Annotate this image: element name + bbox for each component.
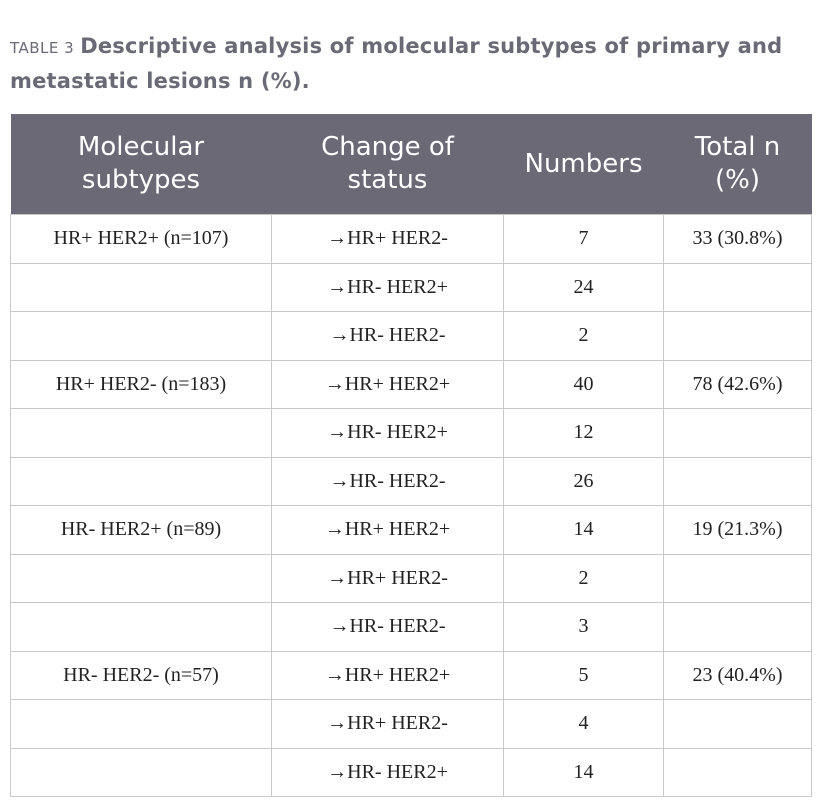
table-row xyxy=(11,700,812,749)
subtype-cell: HR- HER2- (n=57) xyxy=(11,651,272,700)
table-header xyxy=(11,114,812,215)
status-change-cell: →HR- HER2- xyxy=(272,603,504,652)
table-row xyxy=(11,263,812,312)
status-change-cell: →HR+ HER2- xyxy=(272,554,504,603)
number-cell: 24 xyxy=(504,263,664,312)
total-cell xyxy=(664,409,812,458)
status-change-cell: →HR+ HER2+ xyxy=(272,651,504,700)
total-cell xyxy=(664,457,812,506)
total-cell xyxy=(664,263,812,312)
table-row xyxy=(11,360,812,409)
number-cell: 12 xyxy=(504,409,664,458)
number-cell: 40 xyxy=(504,360,664,409)
subtype-cell: HR- HER2+ (n=89) xyxy=(11,506,272,555)
table-row xyxy=(11,457,812,506)
header-numbers: Numbers xyxy=(504,114,664,215)
subtype-cell xyxy=(11,312,272,361)
table-row xyxy=(11,409,812,458)
total-cell: 33 (30.8%) xyxy=(664,215,812,264)
caption-label: TABLE 3 xyxy=(10,39,75,57)
subtype-cell xyxy=(11,457,272,506)
table-row xyxy=(11,748,812,797)
table-row xyxy=(11,554,812,603)
status-change-cell: →HR- HER2- xyxy=(272,312,504,361)
number-cell: 26 xyxy=(504,457,664,506)
subtype-cell: HR+ HER2+ (n=107) xyxy=(11,215,272,264)
subtype-cell xyxy=(11,603,272,652)
table-row xyxy=(11,506,812,555)
header-molecular-subtypes: Molecular subtypes xyxy=(11,114,272,215)
number-cell: 5 xyxy=(504,651,664,700)
number-cell: 2 xyxy=(504,554,664,603)
status-change-cell: →HR- HER2+ xyxy=(272,263,504,312)
status-change-cell: →HR- HER2- xyxy=(272,457,504,506)
number-cell: 2 xyxy=(504,312,664,361)
total-cell xyxy=(664,312,812,361)
total-cell xyxy=(664,748,812,797)
number-cell: 14 xyxy=(504,748,664,797)
header-change-of-status: Change of status xyxy=(272,114,504,215)
subtypes-table xyxy=(10,114,812,797)
number-cell: 14 xyxy=(504,506,664,555)
status-change-cell: →HR- HER2+ xyxy=(272,748,504,797)
subtype-cell: HR+ HER2- (n=183) xyxy=(11,360,272,409)
total-cell: 23 (40.4%) xyxy=(664,651,812,700)
total-cell xyxy=(664,603,812,652)
total-cell: 19 (21.3%) xyxy=(664,506,812,555)
subtype-cell xyxy=(11,700,272,749)
status-change-cell: →HR- HER2+ xyxy=(272,409,504,458)
subtype-cell xyxy=(11,748,272,797)
subtype-cell xyxy=(11,263,272,312)
table-row xyxy=(11,651,812,700)
header-row xyxy=(11,114,812,215)
table-caption xyxy=(10,30,810,98)
status-change-cell: →HR+ HER2- xyxy=(272,215,504,264)
total-cell xyxy=(664,700,812,749)
status-change-cell: →HR+ HER2+ xyxy=(272,360,504,409)
caption-title: Descriptive analysis of molecular subtypes of primary and metastatic lesions n (%). xyxy=(10,34,783,93)
table-row xyxy=(11,603,812,652)
status-change-cell: →HR+ HER2+ xyxy=(272,506,504,555)
status-change-cell: →HR+ HER2- xyxy=(272,700,504,749)
header-total: Total n (%) xyxy=(664,114,812,215)
subtype-cell xyxy=(11,554,272,603)
subtype-cell xyxy=(11,409,272,458)
table-row xyxy=(11,215,812,264)
number-cell: 4 xyxy=(504,700,664,749)
table-row xyxy=(11,312,812,361)
total-cell: 78 (42.6%) xyxy=(664,360,812,409)
number-cell: 7 xyxy=(504,215,664,264)
table-body xyxy=(11,215,812,797)
total-cell xyxy=(664,554,812,603)
number-cell: 3 xyxy=(504,603,664,652)
